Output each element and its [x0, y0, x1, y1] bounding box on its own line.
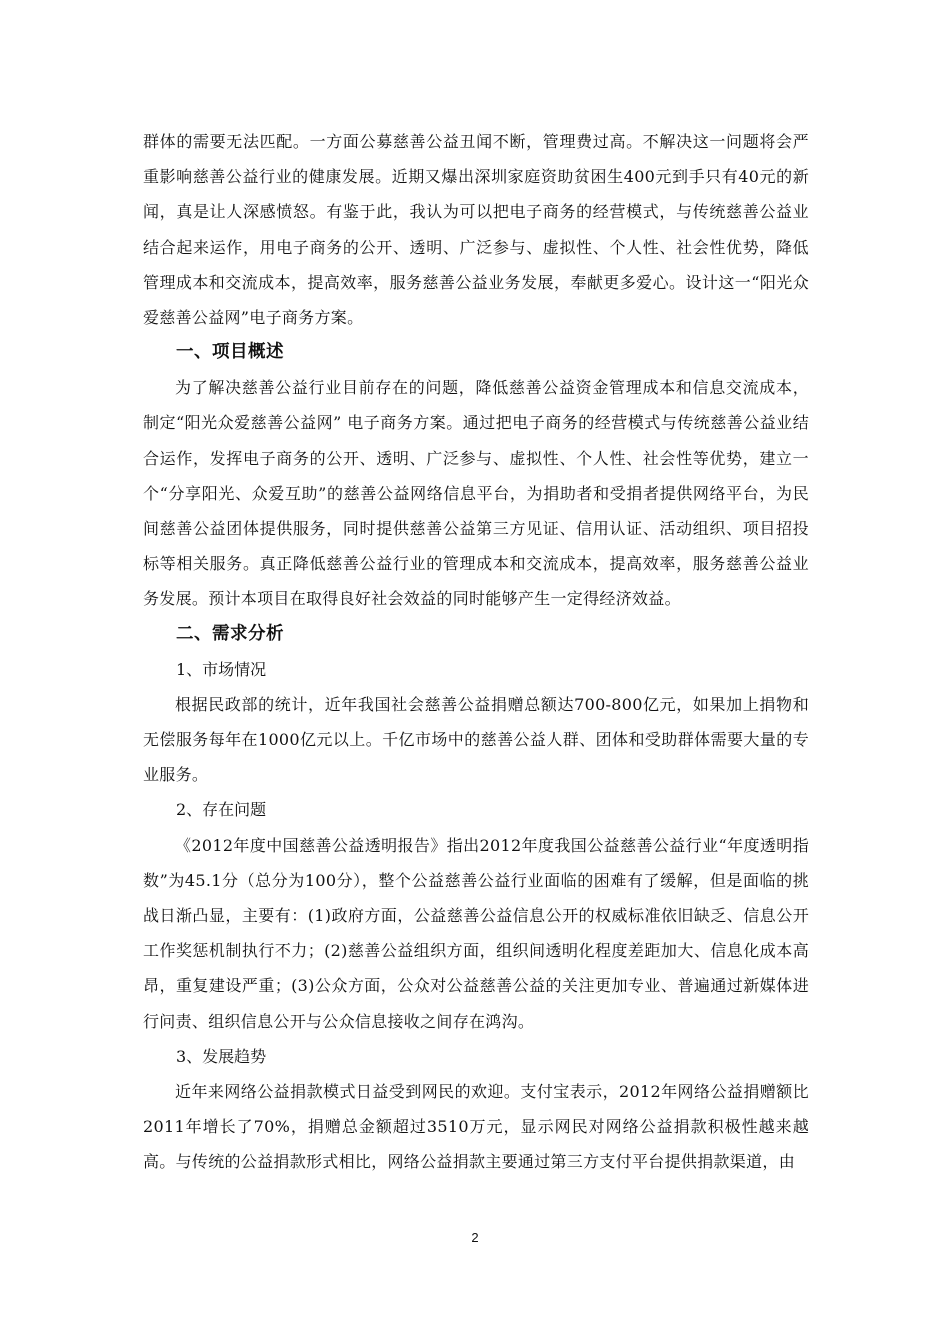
section-heading-requirement-analysis: 二、需求分析: [176, 623, 284, 644]
project-overview-paragraph: 为了解决慈善公益行业目前存在的问题，降低慈善公益资金管理成本和信息交流成本，制定“阳光众爱慈善公益网” 电子商务方案。通过把电子商务的经营模式与传统慈善公益业结合运作，发挥电子商务的公开、透明、广泛参与、虚拟性、个人性、社会性等优势，建立一个“分享阳光、众爱互助”的慈善公益网络信息平台，为捐助者和受捐者提供网络平台，为民间慈善公益团体提供服务，同时提供慈善公益第三方见证、信用认证、活动组织、项目招投标等相关服务。真正降低慈善公益行业的管理成本和交流成本，提高效率，服务慈善公益业务发展。预计本项目在取得良好社会效益的同时能够产生一定得经济效益。: [143, 378, 809, 609]
subheading-problems: 2、存在问题: [176, 800, 267, 820]
problems-paragraph: 《2012年度中国慈善公益透明报告》指出2012年度我国公益慈善公益行业“年度透明指数”为45.1分（总分为100分），整个公益慈善公益行业面临的困难有了缓解，但是面临的挑战日渐凸显，主要有：(1)政府方面，公益慈善公益信息公开的权威标准依旧缺乏、信息公开工作奖惩机制执行不力；(2)慈善公益组织方面，组织间透明化程度差距加大、信息化成本高昂，重复建设严重；(3)公众方面，公众对公益慈善公益的关注更加专业、普遍通过新媒体进行问责、组织信息公开与公众信息接收之间存在鸿沟。: [143, 835, 809, 1031]
market-paragraph: 根据民政部的统计，近年我国社会慈善公益捐赠总额达700-800亿元，如果加上捐物和无偿服务每年在1000亿元以上。千亿市场中的慈善公益人群、团体和受助群体需要大量的专业服务。: [143, 694, 809, 785]
subheading-market: 1、市场情况: [176, 659, 267, 679]
section-heading-project-overview: 一、项目概述: [176, 342, 284, 363]
trends-paragraph: 近年来网络公益捐款模式日益受到网民的欢迎。支付宝表示，2012年网络公益捐赠额比2011年增长了70%，捐赠总金额超过3510万元，显示网民对网络公益捐款积极性越来越高。与传统的公益捐款形式相比，网络公益捐款主要通过第三方支付平台提供捐款渠道，由: [143, 1082, 809, 1172]
page-number: 2: [471, 1230, 479, 1245]
intro-paragraph: 群体的需要无法匹配。一方面公募慈善公益丑闻不断，管理费过高。不解决这一问题将会严重影响慈善公益行业的健康发展。近期又爆出深圳家庭资助贫困生400元到手只有40元的新闻，真是让人深感愤怒。有鉴于此，我认为可以把电子商务的经营模式，与传统慈善公益业结合起来运作，用电子商务的公开、透明、广泛参与、虚拟性、个人性、社会性优势，降低管理成本和交流成本，提高效率，服务慈善公益业务发展，奉献更多爱心。设计这一“阳光众爱慈善公益网”电子商务方案。: [143, 132, 809, 328]
subheading-trends: 3、发展趋势: [176, 1046, 267, 1066]
page-body: [143, 124, 809, 1180]
